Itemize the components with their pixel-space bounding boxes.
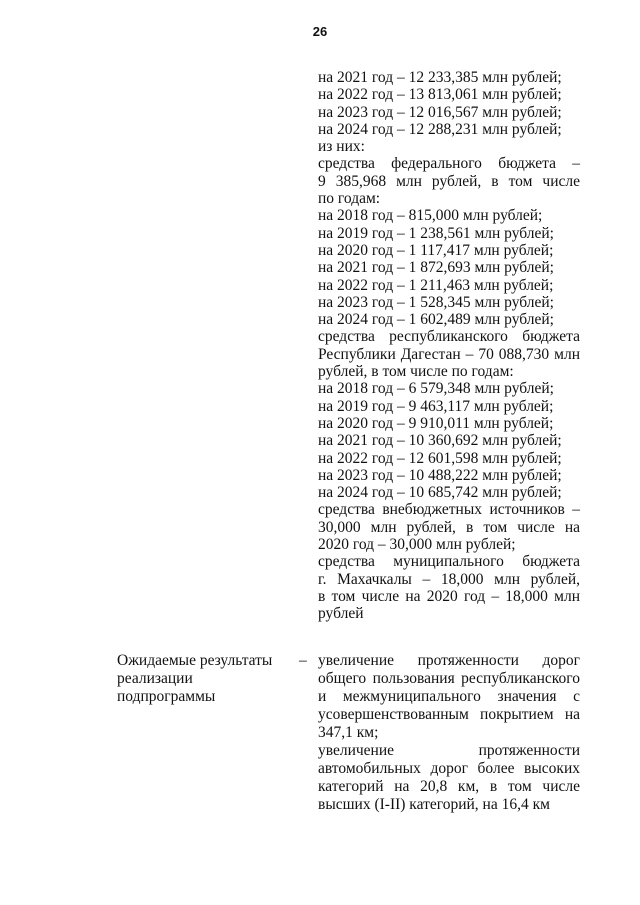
result-line: высших (I-II) категорий, на 16,4 км — [318, 796, 550, 813]
result-line: автомобильных дорог более высоких — [318, 760, 580, 777]
result-line: категорий на 20,8 км, в том числе — [318, 778, 580, 795]
result-line: увеличение протяженности — [318, 742, 580, 759]
funding-line: на 2020 год – 9 910,011 млн рублей; — [318, 414, 554, 432]
results-label: Ожидаемые результаты реализации подпрограммы — [117, 652, 273, 705]
result-line: общего пользования республиканского — [318, 670, 580, 687]
funding-line: на 2023 год – 10 488,222 млн рублей; — [318, 466, 562, 484]
funding-line: средства внебюджетных источников – — [318, 501, 580, 519]
funding-line: средства федерального бюджета – — [318, 155, 580, 173]
funding-line: г. Махачкалы – 18,000 млн рублей, — [318, 570, 580, 588]
funding-line: на 2021 год – 1 872,693 млн рублей; — [318, 259, 554, 277]
funding-line: на 2018 год – 815,000 млн рублей; — [318, 207, 543, 225]
funding-text-block — [318, 69, 580, 623]
funding-line: из них: — [318, 138, 365, 156]
funding-line: 9 385,968 млн рублей, в том числе — [318, 172, 580, 190]
funding-line: 2020 год – 30,000 млн рублей; — [318, 536, 516, 554]
funding-line: средства муниципального бюджета — [318, 553, 580, 571]
funding-line: 30,000 млн рублей, в том числе на — [318, 518, 580, 536]
funding-line: по годам: — [318, 190, 381, 208]
result-line: и межмуниципального значения с — [318, 688, 580, 705]
funding-line: рублей — [318, 605, 364, 623]
funding-line: рублей, в том числе по годам: — [318, 363, 514, 381]
funding-line: на 2024 год – 1 602,489 млн рублей; — [318, 311, 554, 329]
funding-line: на 2024 год – 12 288,231 млн рублей; — [318, 120, 562, 138]
funding-line: на 2023 год – 12 016,567 млн рублей; — [318, 103, 562, 121]
funding-line: на 2020 год – 1 117,417 млн рублей; — [318, 241, 554, 259]
funding-line: в том числе на 2020 год – 18,000 млн — [318, 587, 580, 605]
funding-line: Республики Дагестан – 70 088,730 млн — [318, 345, 580, 363]
funding-line: на 2022 год – 1 211,463 млн рублей; — [318, 276, 554, 294]
result-line: увеличение протяженности дорог — [318, 652, 580, 669]
funding-line: на 2019 год – 9 463,117 млн рублей; — [318, 397, 554, 415]
result-line: усовершенствованным покрытием на — [318, 706, 580, 723]
funding-line: на 2021 год – 10 360,692 млн рублей; — [318, 432, 562, 450]
funding-line: на 2019 год – 1 238,561 млн рублей; — [318, 224, 554, 242]
funding-line: средства республиканского бюджета — [318, 328, 580, 346]
funding-line: на 2018 год – 6 579,348 млн рублей; — [318, 380, 554, 398]
funding-line: на 2022 год – 12 601,598 млн рублей; — [318, 449, 562, 467]
result-line: 347,1 км; — [318, 724, 379, 741]
page-number: 26 — [312, 24, 328, 39]
funding-line: на 2022 год – 13 813,061 млн рублей; — [318, 86, 562, 104]
funding-line: на 2024 год – 10 685,742 млн рублей; — [318, 484, 562, 502]
results-dash: – — [299, 652, 307, 669]
results-text-block — [318, 652, 580, 814]
funding-line: на 2023 год – 1 528,345 млн рублей; — [318, 293, 554, 311]
funding-line: на 2021 год – 12 233,385 млн рублей; — [318, 69, 562, 86]
